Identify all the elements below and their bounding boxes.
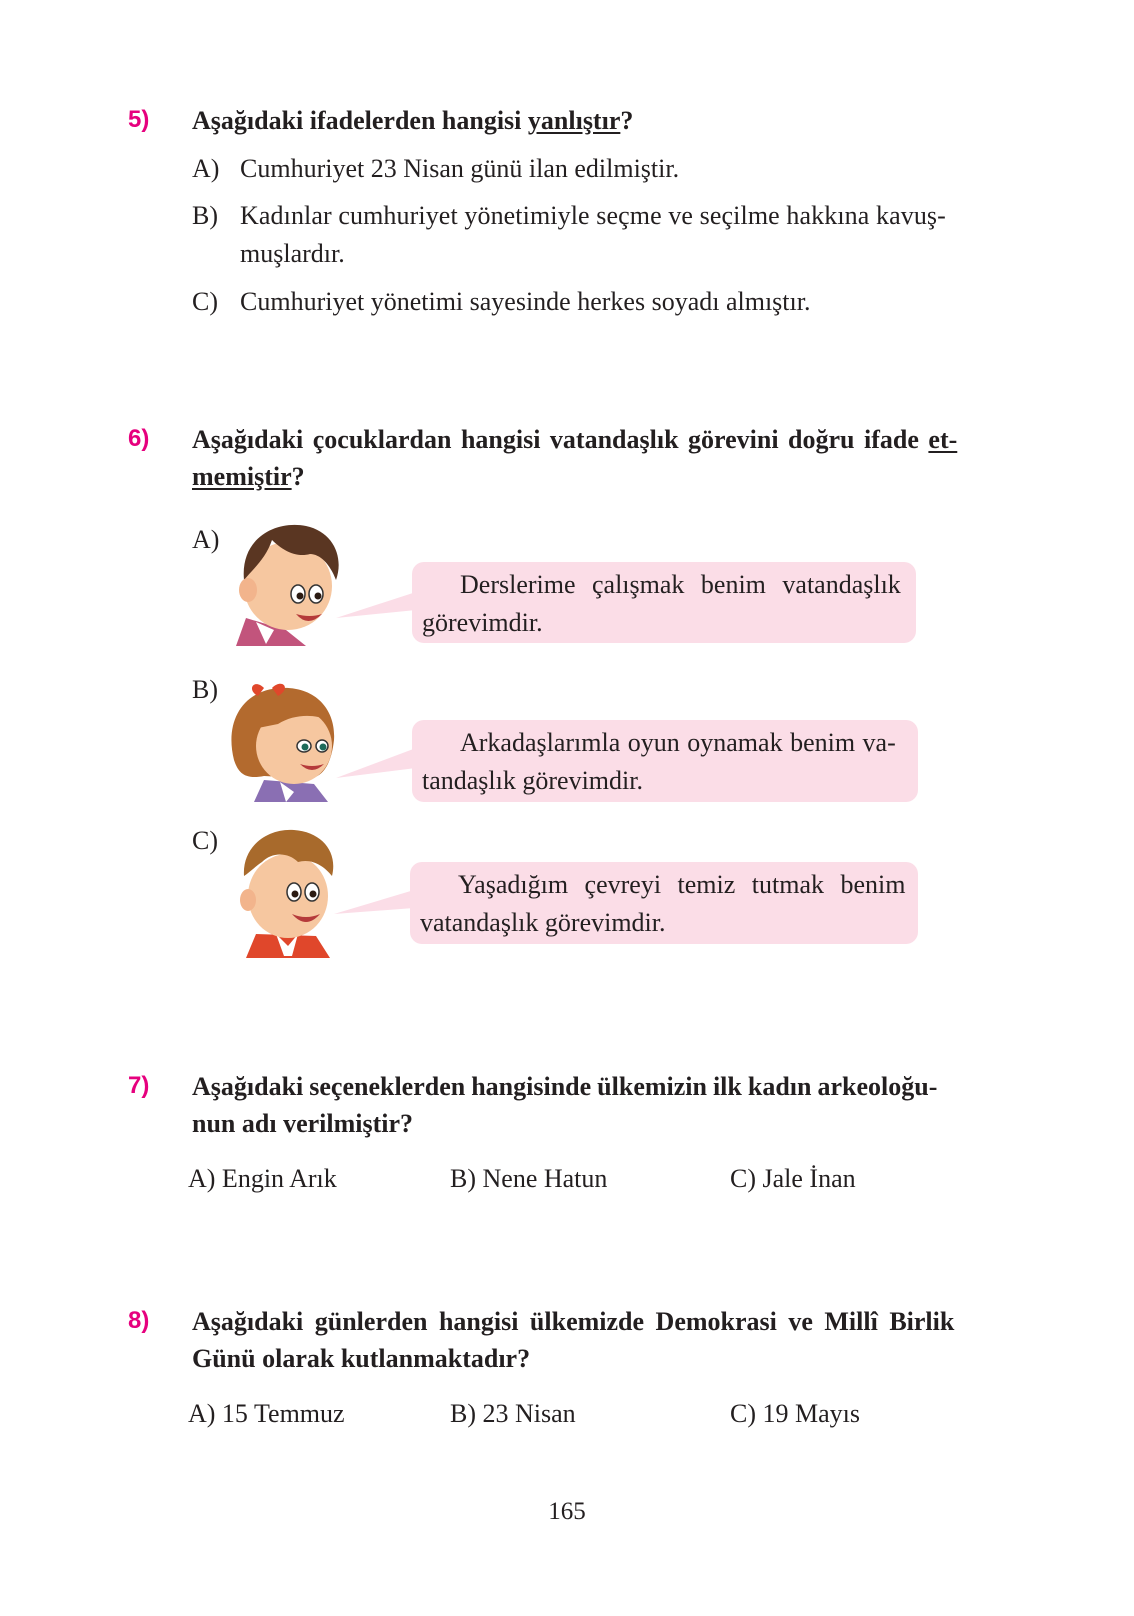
boy-character-icon (232, 826, 344, 960)
question-text: Aşağıdaki çocuklardan hangisi vatandaşlık görevini doğru ifade et- memiştir? (192, 425, 958, 491)
option-b-letter[interactable]: B) (192, 675, 218, 704)
boy-character-icon (226, 518, 346, 648)
option-b[interactable]: B) 23 Nisan (450, 1399, 576, 1428)
speech-bubble-a: Derslerime çalışmak benim vatandaşlık görevimdir. (412, 562, 916, 643)
option-c-letter[interactable]: C) (192, 826, 218, 855)
option-a[interactable]: A) 15 Temmuz (188, 1399, 345, 1428)
question-text: Aşağıdaki seçeneklerden hangisinde ülkemizin ilk kadın arkeoloğu- nun adı verilmiştir? (192, 1072, 938, 1138)
option-a[interactable]: A) Cumhuriyet 23 Nisan günü ilan edilmiştir. (192, 154, 680, 183)
option-c[interactable]: C) Cumhuriyet yönetimi sayesinde herkes soyadı almıştır. (192, 287, 811, 316)
option-b[interactable]: B) Kadınlar cumhuriyet yönetimiyle seçme ve seçilme hakkına kavuş- muşlardır. (192, 201, 946, 268)
question-number: 5) (128, 106, 150, 133)
question-text: Aşağıdaki ifadelerden hangisi yanlıştır? (192, 106, 634, 135)
question-text: Aşağıdaki günlerden hangisi ülkemizde Demokrasi ve Millî Birlik Günü olarak kutlanmaktadır? (192, 1307, 955, 1373)
speech-bubble-tail (336, 742, 416, 782)
option-a-letter[interactable]: A) (192, 525, 220, 554)
option-b[interactable]: B) Nene Hatun (450, 1164, 608, 1193)
speech-bubble-c: Yaşadığım çevreyi temiz tutmak benim vatandaşlık görevimdir. (410, 862, 918, 944)
option-c[interactable]: C) 19 Mayıs (730, 1399, 860, 1428)
question-number: 6) (128, 425, 150, 452)
speech-bubble-tail (334, 884, 414, 920)
speech-bubble-tail (336, 588, 416, 624)
girl-character-icon (224, 680, 344, 804)
question-number: 7) (128, 1072, 150, 1099)
question-number: 8) (128, 1307, 150, 1334)
option-c[interactable]: C) Jale İnan (730, 1164, 856, 1193)
page-number: 165 (548, 1498, 586, 1525)
option-a[interactable]: A) Engin Arık (188, 1164, 337, 1193)
speech-bubble-b: Arkadaşlarımla oyun oynamak benim va- tandaşlık görevimdir. (412, 720, 918, 802)
